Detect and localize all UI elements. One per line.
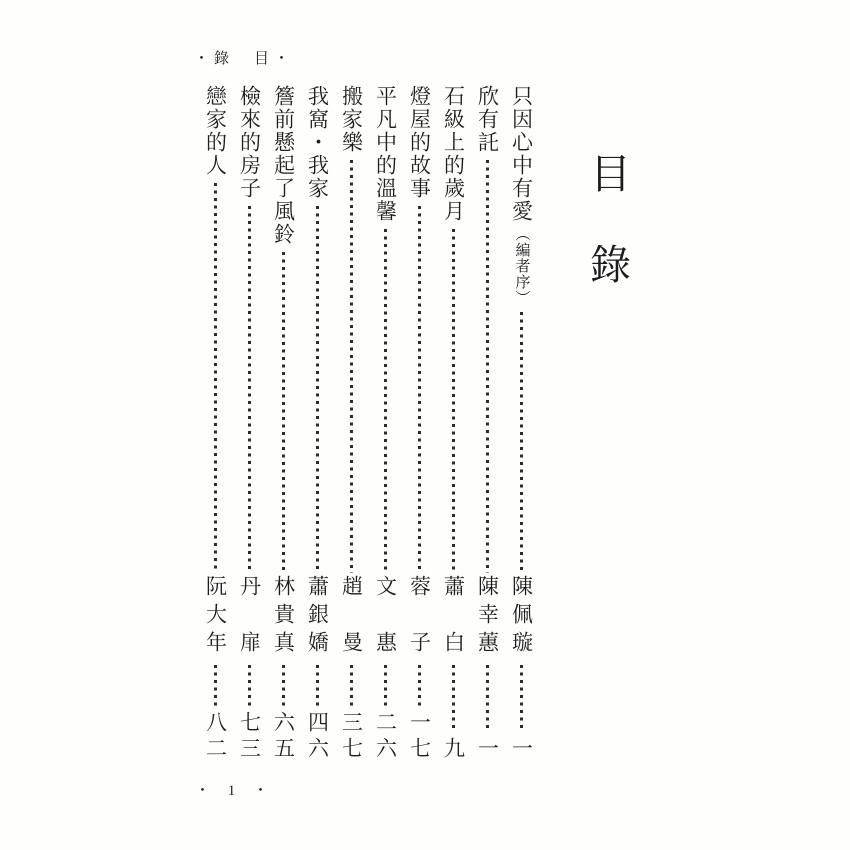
entry-title: 我窩・我家 xyxy=(305,85,330,200)
running-head: ・錄 目・ xyxy=(194,51,295,67)
dot-leader xyxy=(350,665,353,706)
dot-leader xyxy=(316,665,319,706)
entry-page-number: 一 xyxy=(475,737,500,763)
entry-title: 檢來的房子 xyxy=(237,85,262,200)
entry-page-number: 七三 xyxy=(237,711,262,763)
entry-author: 阮大年 xyxy=(203,575,228,659)
entry-author: 趙 曼 xyxy=(339,575,364,659)
toc-entry-head xyxy=(198,85,232,575)
dot-leader xyxy=(214,183,217,573)
entry-title: 戀家的人 xyxy=(203,85,228,177)
entry-title: 簷前懸起了風鈴 xyxy=(271,85,296,246)
entry-page-number: 九 xyxy=(441,737,466,763)
entry-author: 丹 扉 xyxy=(237,575,262,659)
toc-entry xyxy=(436,85,470,763)
toc-entry-head xyxy=(266,85,300,575)
toc xyxy=(202,85,538,763)
toc-entry xyxy=(402,85,436,763)
entry-page-number: 八二 xyxy=(203,711,228,763)
dot-leader xyxy=(520,665,523,732)
entry-title: 石級上的歲月 xyxy=(441,85,466,223)
entry-title: 平凡中的溫馨 xyxy=(373,85,398,223)
toc-entry xyxy=(300,85,334,763)
entry-author: 陳佩璇 xyxy=(509,575,534,659)
entry-author: 林貴真 xyxy=(271,575,296,659)
toc-entry xyxy=(368,85,402,763)
toc-entry xyxy=(266,85,300,763)
dot-leader xyxy=(418,665,421,706)
entry-author: 蕭銀嬌 xyxy=(305,575,330,659)
toc-entry-head xyxy=(402,85,436,575)
toc-entry-head xyxy=(300,85,334,575)
dot-leader xyxy=(282,252,285,573)
entry-author: 蕭 白 xyxy=(441,575,466,659)
entry-page-number: 二六 xyxy=(373,711,398,763)
toc-entry-head xyxy=(436,85,470,575)
entry-page-number: 一 xyxy=(509,737,534,763)
toc-entry xyxy=(470,85,504,763)
entry-subtitle: （編者序） xyxy=(513,226,530,306)
toc-entry xyxy=(198,85,232,763)
entry-page-number: 一七 xyxy=(407,711,432,763)
entry-title: 燈屋的故事 xyxy=(407,85,432,200)
dot-leader xyxy=(214,665,217,706)
entry-author: 文 惠 xyxy=(373,575,398,659)
entry-page-number: 三七 xyxy=(339,711,364,763)
toc-entry-head xyxy=(470,85,504,575)
toc-entry-head xyxy=(368,85,402,575)
entry-author: 陳幸蕙 xyxy=(475,575,500,659)
toc-entry-head xyxy=(504,85,538,575)
dot-leader xyxy=(520,312,523,573)
dot-leader xyxy=(452,229,455,573)
dot-leader xyxy=(316,206,319,573)
entry-title: 只因心中有愛（編者序） xyxy=(509,85,534,306)
entry-title: 搬家樂 xyxy=(339,85,364,154)
entry-title: 欣有託 xyxy=(475,85,500,154)
dot-leader xyxy=(486,160,489,573)
dot-leader xyxy=(384,665,387,706)
dot-leader xyxy=(384,229,387,573)
dot-leader xyxy=(486,665,489,732)
toc-entry-head xyxy=(232,85,266,575)
dot-leader xyxy=(248,665,251,706)
toc-entry xyxy=(232,85,266,763)
toc-entry xyxy=(334,85,368,763)
page-title: 目錄 xyxy=(584,152,630,334)
dot-leader xyxy=(248,206,251,573)
toc-entry-head xyxy=(334,85,368,575)
entry-author: 蓉 子 xyxy=(407,575,432,659)
dot-leader xyxy=(418,206,421,573)
toc-entry xyxy=(504,85,538,763)
dot-leader xyxy=(282,665,285,706)
dot-leader xyxy=(350,160,353,573)
dot-leader xyxy=(452,665,455,732)
footer-page-number: ・ 1 ・ xyxy=(195,783,276,799)
entry-page-number: 六五 xyxy=(271,711,296,763)
entry-page-number: 四六 xyxy=(305,711,330,763)
